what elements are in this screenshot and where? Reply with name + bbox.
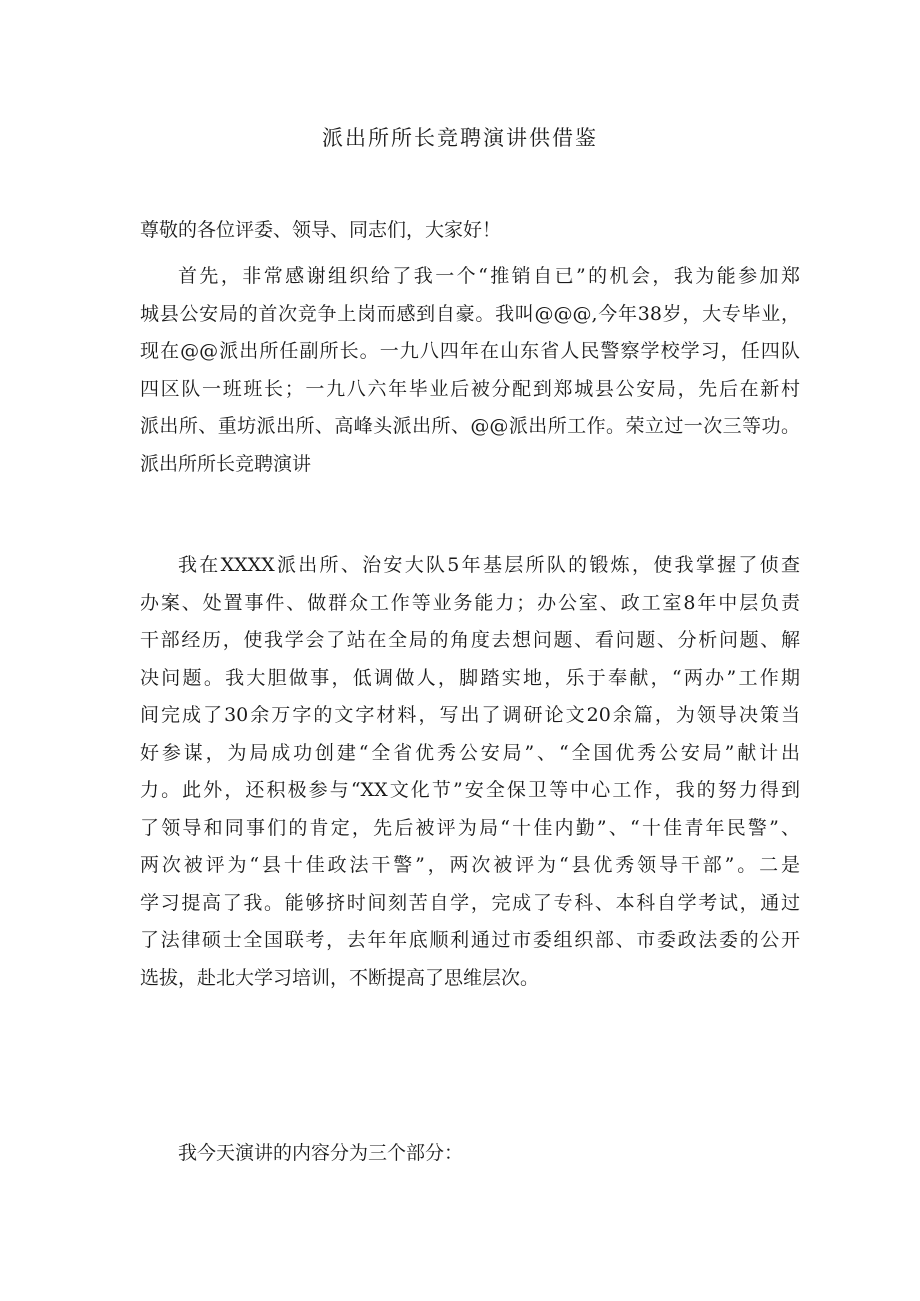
- paragraph-line: 我今天演讲的内容分为三个部分：: [178, 1142, 464, 1164]
- paragraph-line: 派出所、重坊派出所、高峰头派出所、@@派出所工作。荣立过一次三等功。: [140, 415, 800, 437]
- paragraph-line: 了领导和同事们的肯定，先后被评为局“十佳内勤”、“十佳青年民警”、: [140, 816, 800, 839]
- paragraph-line: 两次被评为“县十佳政法干警”，两次被评为“县优秀领导干部”。二是: [140, 854, 800, 876]
- paragraph-line: 间完成了30余万字的文字材料，写出了调研论文20余篇，为领导决策当: [140, 704, 800, 726]
- paragraph-line: 我在XXXX派出所、治安大队5年基层所队的锻炼，使我掌握了侦查: [178, 554, 800, 576]
- paragraph-line: 力。此外，还积极参与“XX文化节”安全保卫等中心工作，我的努力得到: [140, 779, 800, 801]
- paragraph-line: 干部经历，使我学会了站在全局的角度去想问题、看问题、分析问题、解: [140, 629, 800, 651]
- paragraph-line: 学习提高了我。能够挤时间刻苦自学，完成了专科、本科自学考试，通过: [140, 891, 800, 914]
- paragraph-line: 首先，非常感谢组织给了我一个“推销自已”的机会，我为能参加郑: [178, 265, 800, 287]
- paragraph-line: 派出所所长竞聘演讲: [140, 452, 312, 475]
- paragraph-line: 好参谋，为局成功创建“全省优秀公安局”、“全国优秀公安局”献计出: [140, 741, 800, 764]
- paragraph-line: 现在@@派出所任副所长。一九八四年在山东省人民警察学校学习，任四队: [140, 340, 800, 362]
- paragraph-line: 选拔，赴北大学习培训，不断提高了思维层次。: [140, 966, 540, 989]
- greeting-paragraph: [140, 212, 800, 250]
- outline-paragraph: [140, 1135, 800, 1173]
- paragraph-line: 了法律硕士全国联考，去年年底顺利通过市委组织部、市委政法委的公开: [140, 929, 800, 951]
- paragraph-line: 决问题。我大胆做事，低调做人，脚踏实地，乐于奉献，“两办”工作期: [140, 666, 800, 689]
- greeting-line: 尊敬的各位评委、领导、同志们，大家好！: [140, 219, 502, 241]
- intro-paragraph: [140, 258, 800, 483]
- experience-paragraph: [140, 547, 800, 997]
- paragraph-line: 办案、处置事件、做群众工作等业务能力；办公室、政工室8年中层负责: [140, 591, 800, 614]
- paragraph-line: 四区队一班班长；一九八六年毕业后被分配到郑城县公安局，先后在新村: [140, 377, 800, 400]
- paragraph-line: 城县公安局的首次竞争上岗而感到自豪。我叫@@@,今年38岁，大专毕业，: [140, 302, 800, 325]
- document-title: 派出所所长竞聘演讲供借鉴: [322, 126, 598, 150]
